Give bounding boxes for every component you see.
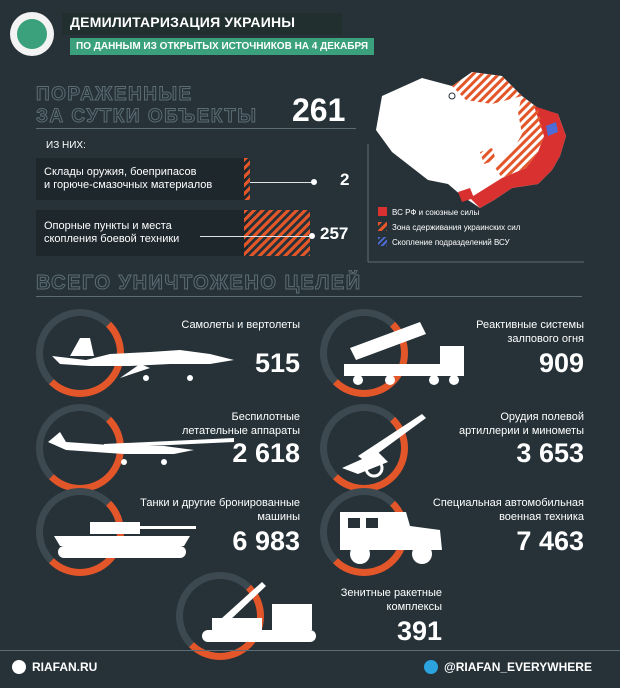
howitzer-label-line2: артиллерии и минометы bbox=[459, 425, 584, 437]
telegram-icon bbox=[424, 660, 438, 674]
drone-value: 2 618 bbox=[232, 438, 300, 468]
drone-label bbox=[130, 410, 300, 438]
footer-site-link[interactable]: RIAFAN.RU bbox=[32, 660, 98, 674]
rocket-launcher-value: 909 bbox=[538, 348, 584, 378]
aircraft-label bbox=[130, 318, 300, 332]
sam-system-label-line1: Зенитные ракетные bbox=[340, 587, 442, 599]
armored-truck-value: 7 463 bbox=[516, 526, 584, 556]
row-strongpoints-line1: Опорные пункты и места bbox=[44, 220, 172, 232]
aircraft-label-line1: Самолеты и вертолеты bbox=[181, 319, 300, 331]
footer-separator bbox=[0, 650, 620, 651]
riafan-small-logo-icon bbox=[12, 660, 26, 674]
sam-system-label-line2: комплексы bbox=[386, 601, 442, 613]
armored-truck-label bbox=[394, 496, 584, 524]
tank-label bbox=[110, 496, 300, 524]
drone-label-line1: Беспилотные bbox=[231, 411, 300, 423]
daily-title-line2: ЗА СУТКИ ОБЪЕКТЫ bbox=[36, 106, 258, 127]
row-strongpoints-leader bbox=[200, 236, 312, 237]
rocket-launcher-label bbox=[414, 318, 584, 346]
drone-label-line2: летательные аппараты bbox=[181, 425, 300, 437]
legend-label-vsu: Скопление подразделений ВСУ bbox=[392, 238, 510, 247]
riafan-logo-icon bbox=[10, 12, 54, 56]
row-warehouses-leader bbox=[250, 182, 314, 183]
row-warehouses-line2: и горюче-смазочных материалов bbox=[44, 179, 213, 191]
aircraft-value: 515 bbox=[254, 348, 300, 378]
row-strongpoints-bar bbox=[244, 210, 310, 256]
footer-telegram-link[interactable]: @RIAFAN_EVERYWHERE bbox=[444, 660, 592, 674]
howitzer-label bbox=[414, 410, 584, 438]
legend-label-containment: Зона сдерживания украинских сил bbox=[392, 223, 521, 232]
ukraine-map-icon bbox=[362, 56, 586, 264]
ukraine-map bbox=[362, 56, 586, 264]
header-title: ДЕМИЛИТАРИЗАЦИЯ УКРАИНЫ bbox=[70, 14, 296, 30]
row-strongpoints-value: 257 bbox=[320, 224, 349, 243]
row-warehouses-line1: Склады оружия, боеприпасов bbox=[44, 166, 197, 178]
header-subtitle: ПО ДАННЫМ ИЗ ОТКРЫТЫХ ИСТОЧНИКОВ НА 4 ДЕКАБРЯ bbox=[70, 38, 374, 55]
totals-title: ВСЕГО УНИЧТОЖЕНО ЦЕЛЕЙ bbox=[36, 272, 362, 294]
daily-total: 261 bbox=[292, 92, 346, 128]
tank-value: 6 983 bbox=[232, 526, 300, 556]
tank-label-line2: машины bbox=[257, 511, 300, 523]
daily-title-line1: ПОРАЖЕННЫЕ bbox=[36, 84, 193, 105]
howitzer-value: 3 653 bbox=[516, 438, 584, 468]
sam-system-value: 391 bbox=[396, 616, 442, 646]
row-strongpoints-line2: скопления боевой техники bbox=[44, 233, 180, 245]
tank-label-line1: Танки и другие бронированные bbox=[140, 497, 300, 509]
legend-swatch-vsu bbox=[378, 237, 387, 246]
legend-label-rf: ВС РФ и союзные силы bbox=[392, 208, 480, 217]
legend-swatch-rf bbox=[378, 207, 387, 216]
of-them-label: ИЗ НИХ: bbox=[46, 140, 86, 151]
rocket-launcher-label-line1: Реактивные системы bbox=[476, 319, 584, 331]
sam-system-label bbox=[250, 586, 442, 614]
totals-underline bbox=[36, 296, 582, 297]
row-strongpoints-dot bbox=[309, 233, 315, 239]
legend-swatch-containment bbox=[378, 222, 387, 231]
row-warehouses-dot bbox=[311, 179, 317, 185]
daily-underline bbox=[36, 128, 356, 129]
rocket-launcher-label-line2: залпового огня bbox=[507, 333, 584, 345]
howitzer-label-line1: Орудия полевой bbox=[500, 411, 584, 423]
row-warehouses-bar bbox=[244, 158, 250, 200]
armored-truck-label-line2: военная техника bbox=[499, 511, 584, 523]
row-warehouses-value: 2 bbox=[340, 170, 350, 189]
armored-truck-label-line1: Специальная автомобильная bbox=[432, 497, 584, 509]
